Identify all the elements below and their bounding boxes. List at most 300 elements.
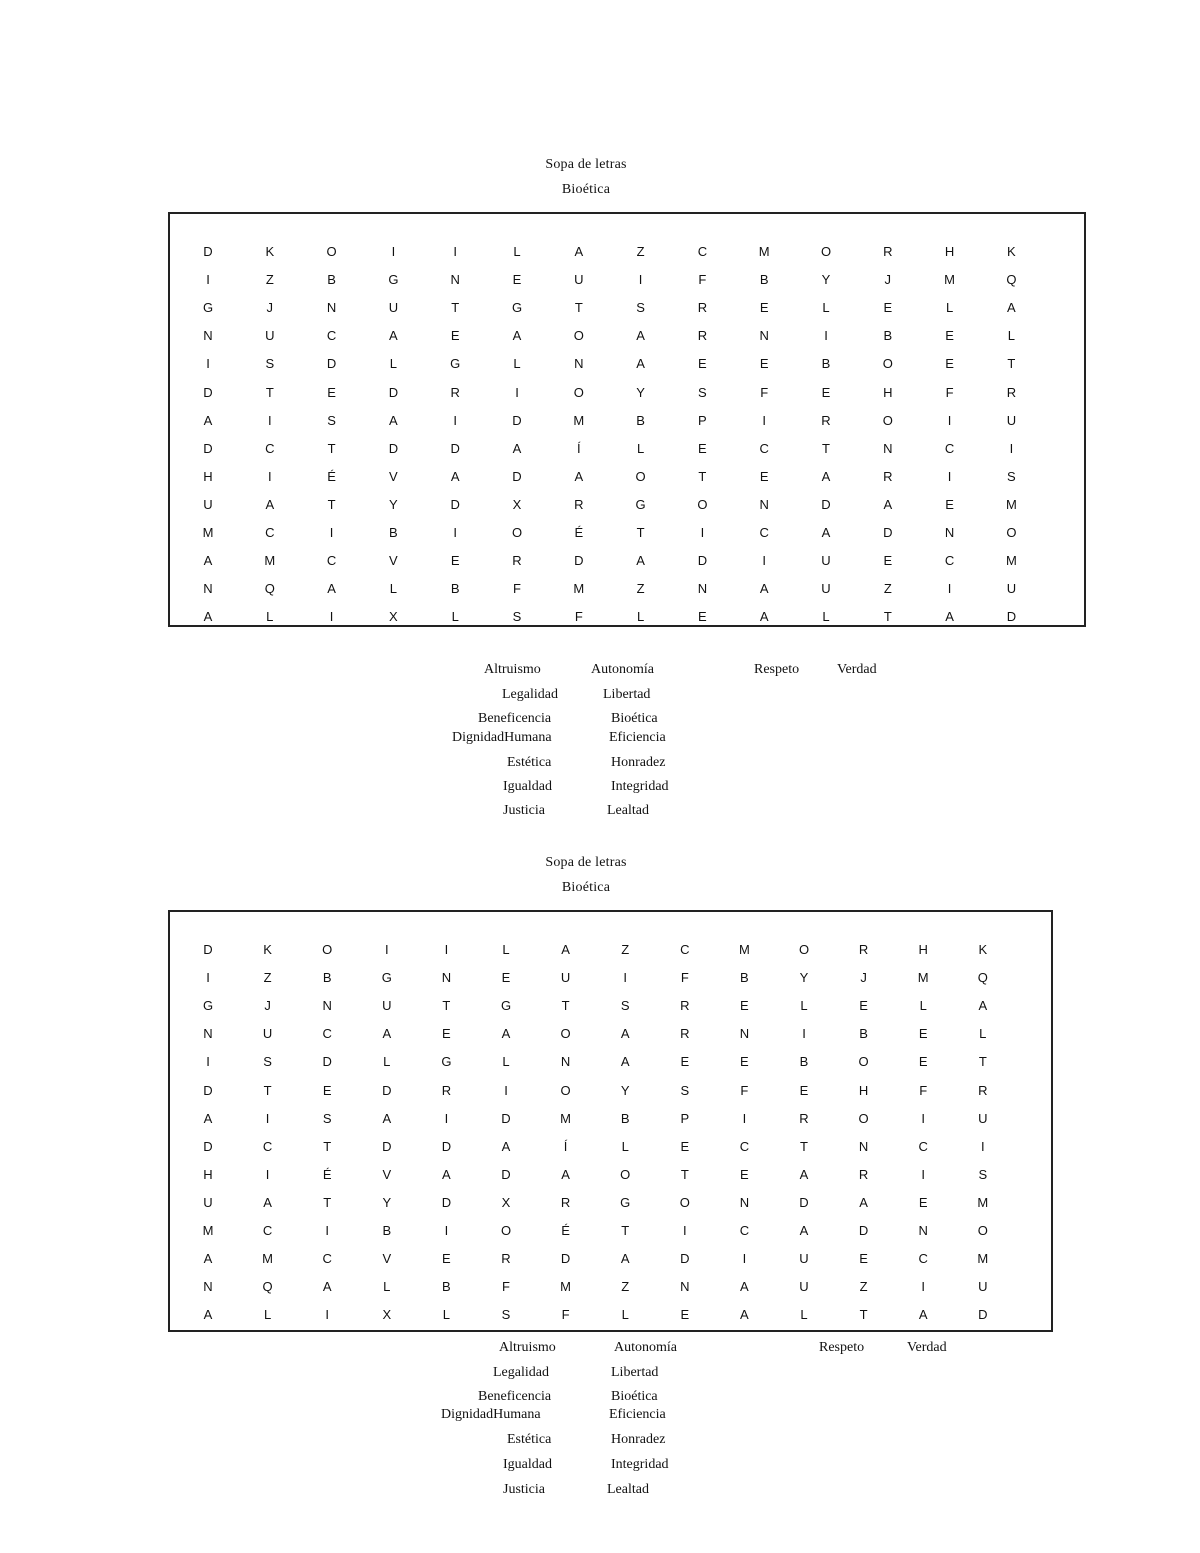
grid-letter: L — [263, 1307, 272, 1323]
grid-letter: T — [323, 1194, 332, 1210]
grid-letter: M — [758, 244, 770, 259]
grid-letter: A — [620, 1251, 630, 1267]
grid-letter: M — [262, 1251, 274, 1267]
grid-letter: V — [382, 1251, 392, 1267]
word-item: Estética — [507, 1432, 552, 1447]
grid-letter: D — [382, 1138, 392, 1154]
grid-letter: S — [1007, 468, 1016, 484]
grid-letter: O — [1006, 525, 1017, 540]
grid-letter: Z — [621, 1279, 630, 1295]
grid-letter: E — [859, 998, 868, 1014]
grid-letter: M — [977, 1251, 989, 1267]
grid-letter: E — [680, 1054, 690, 1070]
puzzle-title: Sopa de letras — [545, 157, 627, 172]
grid-letter: B — [821, 356, 831, 372]
grid-letter: A — [759, 581, 769, 597]
grid-letter: N — [918, 1223, 928, 1238]
grid-letter: G — [388, 272, 399, 288]
grid-letter: Z — [263, 970, 272, 986]
grid-letter: L — [979, 1026, 987, 1042]
grid-letter: A — [859, 1194, 868, 1210]
grid-letter: A — [501, 1138, 511, 1154]
grid-letter: L — [822, 609, 830, 625]
grid-letter: A — [203, 1307, 213, 1323]
grid-letter: G — [511, 300, 523, 316]
grid-letter: U — [262, 1026, 273, 1042]
grid-letter: I — [444, 1110, 449, 1126]
grid-letter: E — [883, 553, 893, 569]
grid-letter: Z — [636, 244, 645, 259]
grid-letter: D — [512, 412, 522, 428]
grid-letter: M — [573, 412, 585, 428]
grid-letter: A — [759, 609, 769, 625]
grid-letter: G — [620, 1194, 631, 1210]
grid-letter: S — [501, 1307, 511, 1323]
grid-letter: D — [512, 468, 522, 484]
grid-letter: O — [882, 412, 893, 428]
grid-letter: E — [740, 1054, 749, 1070]
grid-letter: U — [978, 1110, 988, 1126]
grid-letter: I — [267, 412, 272, 428]
grid-letter: I — [700, 525, 705, 540]
grid-letter: R — [680, 998, 690, 1014]
grid-letter: N — [739, 1026, 750, 1042]
grid-letter: O — [560, 1082, 571, 1098]
grid-letter: E — [799, 1082, 809, 1098]
grid-letter: E — [450, 328, 460, 344]
grid-letter: D — [697, 553, 708, 569]
grid-letter: H — [203, 1166, 213, 1182]
grid-letter: S — [620, 998, 630, 1014]
grid-letter: R — [821, 412, 831, 428]
grid-letter: C — [265, 440, 275, 456]
grid-letter: B — [442, 1279, 451, 1295]
grid-letter: I — [206, 356, 210, 372]
grid-letter: N — [697, 581, 708, 597]
grid-letter: A — [574, 468, 584, 484]
grid-letter: C — [918, 1138, 928, 1154]
grid-letter: V — [389, 553, 398, 569]
grid-letter: S — [322, 1110, 332, 1126]
grid-letter: R — [560, 1194, 571, 1210]
grid-letter: U — [799, 1279, 809, 1295]
word-item: Igualdad — [503, 1457, 552, 1472]
grid-letter: D — [203, 942, 213, 957]
grid-letter: A — [389, 328, 398, 344]
grid-letter: S — [978, 1166, 988, 1182]
grid-letter: T — [680, 1166, 689, 1182]
grid-letter: I — [444, 942, 449, 957]
grid-letter: T — [451, 300, 460, 316]
grid-letter: B — [327, 272, 336, 288]
grid-letter: A — [389, 412, 398, 428]
grid-letter: C — [322, 1251, 332, 1267]
grid-letter: Z — [621, 942, 630, 957]
grid-letter: U — [388, 300, 399, 316]
grid-letter: R — [1006, 384, 1017, 400]
grid-letter: M — [1005, 553, 1017, 569]
grid-letter: T — [561, 998, 570, 1014]
grid-letter: F — [513, 581, 521, 597]
grid-letter: C — [944, 553, 955, 569]
grid-letter: A — [821, 468, 831, 484]
grid-letter: L — [636, 440, 645, 456]
grid-letter: R — [858, 1166, 869, 1182]
grid-letter: O — [500, 1223, 512, 1238]
grid-letter: B — [883, 328, 893, 344]
word-item: Altruismo — [499, 1340, 556, 1355]
word-item: Bioética — [611, 1389, 658, 1404]
grid-letter: E — [759, 356, 769, 372]
grid-letter: A — [203, 1110, 213, 1126]
grid-letter: Y — [620, 1082, 630, 1098]
grid-letter: L — [621, 1307, 629, 1323]
grid-letter: N — [574, 356, 584, 372]
grid-letter: F — [574, 609, 583, 625]
grid-letter: T — [883, 609, 892, 625]
grid-letter: A — [978, 998, 988, 1014]
grid-letter: E — [680, 1307, 690, 1323]
grid-letter: T — [323, 1138, 332, 1154]
grid-letter: X — [382, 1307, 392, 1323]
word-item: Honradez — [611, 755, 666, 770]
grid-letter: I — [947, 412, 952, 428]
grid-letter: L — [636, 609, 645, 625]
grid-letter: U — [821, 581, 831, 597]
grid-letter: M — [738, 942, 750, 957]
grid-letter: R — [512, 553, 522, 569]
grid-letter: K — [1007, 244, 1016, 259]
grid-letter: É — [561, 1223, 570, 1238]
grid-letter: E — [918, 1054, 928, 1070]
grid-letter: E — [821, 384, 831, 400]
grid-letter: I — [742, 1110, 747, 1126]
grid-letter: D — [501, 1166, 511, 1182]
grid-letter: O — [820, 244, 832, 259]
grid-letter: C — [680, 942, 690, 957]
grid-letter: I — [453, 412, 457, 428]
grid-letter: N — [944, 525, 955, 540]
word-item: Altruismo — [484, 662, 541, 677]
word-item: Integridad — [611, 1457, 669, 1472]
grid-letter: I — [453, 525, 457, 540]
grid-letter: K — [265, 244, 275, 259]
grid-letter: Q — [262, 1279, 273, 1295]
grid-letter: H — [883, 384, 893, 400]
grid-letter: E — [512, 272, 522, 288]
word-item: Lealtad — [607, 1482, 649, 1497]
grid-letter: U — [560, 970, 571, 986]
grid-letter: N — [326, 300, 337, 316]
grid-letter: É — [327, 468, 336, 484]
grid-letter: Í — [563, 1138, 568, 1154]
grid-letter: T — [265, 384, 274, 400]
word-item: Honradez — [611, 1432, 666, 1447]
grid-letter: N — [203, 328, 213, 344]
grid-letter: I — [325, 1223, 329, 1238]
grid-letter: I — [206, 272, 210, 288]
grid-letter: G — [500, 998, 512, 1014]
grid-letter: C — [262, 1138, 273, 1154]
word-item: Eficiencia — [609, 1407, 666, 1422]
grid-letter: R — [978, 1082, 988, 1098]
grid-letter: V — [382, 1166, 392, 1182]
word-item: Respeto — [754, 662, 800, 677]
grid-letter: R — [799, 1110, 809, 1126]
grid-letter: J — [884, 272, 892, 288]
grid-letter: D — [322, 1054, 332, 1070]
grid-letter: I — [921, 1166, 925, 1182]
grid-letter: O — [326, 244, 337, 259]
grid-letter: E — [698, 440, 707, 456]
grid-letter: Y — [821, 272, 831, 288]
grid-letter: A — [450, 468, 460, 484]
grid-letter: V — [389, 468, 398, 484]
grid-letter: T — [621, 1223, 630, 1238]
grid-letter: J — [860, 970, 867, 986]
grid-letter: D — [560, 1251, 571, 1267]
grid-letter: S — [698, 384, 707, 400]
grid-letter: N — [203, 1279, 213, 1295]
grid-letter: I — [329, 609, 334, 625]
grid-letter: U — [1006, 412, 1017, 428]
grid-letter: L — [451, 609, 459, 625]
grid-letter: M — [264, 553, 276, 569]
grid-letter: A — [740, 1279, 749, 1295]
grid-letter: F — [561, 1307, 570, 1323]
grid-letter: R — [697, 300, 708, 316]
grid-letter: I — [265, 1166, 270, 1182]
grid-letter: N — [322, 998, 332, 1014]
grid-letter: Q — [1006, 272, 1017, 288]
grid-letter: N — [680, 1279, 690, 1295]
word-item: Beneficencia — [478, 711, 552, 726]
grid-letter: C — [759, 440, 769, 456]
grid-letter: O — [697, 496, 708, 512]
grid-letter: T — [327, 496, 336, 512]
grid-letter: I — [206, 1054, 210, 1070]
grid-letter: A — [265, 496, 275, 512]
grid-letter: A — [203, 609, 213, 625]
word-item: Legalidad — [493, 1365, 549, 1380]
grid-letter: R — [697, 328, 708, 344]
grid-letter: D — [203, 1138, 213, 1154]
grid-letter: I — [391, 244, 396, 259]
grid-letter: S — [265, 356, 275, 372]
grid-letter: N — [450, 272, 460, 288]
grid-letter: O — [977, 1223, 988, 1238]
word-item: Autonomía — [614, 1340, 677, 1355]
word-item: DignidadHumana — [441, 1407, 541, 1422]
grid-letter: U — [978, 1279, 988, 1295]
grid-letter: I — [802, 1026, 806, 1042]
grid-letter: J — [264, 998, 271, 1014]
grid-letter: D — [883, 525, 893, 540]
grid-letter: I — [515, 384, 519, 400]
grid-letter: D — [388, 384, 399, 400]
grid-letter: C — [326, 553, 337, 569]
grid-letter: X — [512, 496, 522, 512]
word-item: Bioética — [611, 711, 658, 726]
word-item: Estética — [507, 755, 552, 770]
word-item: DignidadHumana — [452, 730, 552, 745]
grid-letter: O — [573, 384, 584, 400]
grid-letter: E — [740, 1166, 749, 1182]
word-item: Libertad — [611, 1365, 659, 1380]
grid-letter: A — [574, 244, 584, 259]
grid-letter: Z — [883, 581, 892, 597]
grid-letter: É — [322, 1166, 332, 1182]
grid-letter: R — [501, 1251, 511, 1267]
grid-letter: L — [383, 1054, 391, 1070]
grid-letter: T — [636, 525, 645, 540]
grid-letter: U — [799, 1251, 809, 1267]
grid-letter: F — [740, 1082, 749, 1098]
grid-letter: F — [502, 1279, 510, 1295]
grid-letter: T — [698, 468, 707, 484]
grid-letter: E — [327, 384, 336, 400]
word-item: Lealtad — [607, 803, 649, 818]
grid-letter: I — [384, 942, 389, 957]
grid-letter: Í — [576, 440, 581, 456]
grid-letter: O — [635, 468, 646, 484]
grid-letter: D — [326, 356, 337, 372]
grid-letter: C — [759, 525, 769, 540]
grid-letter: N — [739, 1194, 750, 1210]
grid-letter: D — [574, 553, 584, 569]
grid-letter: F — [760, 384, 769, 400]
grid-letter: O — [798, 942, 810, 957]
grid-letter: U — [821, 553, 831, 569]
grid-letter: T — [800, 1138, 808, 1154]
grid-letter: A — [918, 1307, 928, 1323]
grid-letter: Z — [636, 581, 645, 597]
grid-letter: L — [389, 356, 397, 372]
grid-letter: E — [680, 1138, 690, 1154]
grid-letter: A — [322, 1279, 332, 1295]
grid-letter: D — [821, 496, 831, 512]
word-item: Integridad — [611, 779, 669, 794]
grid-letter: N — [883, 440, 893, 456]
grid-letter: F — [919, 1082, 928, 1098]
grid-letter: G — [635, 496, 646, 512]
grid-letter: A — [799, 1166, 809, 1182]
grid-letter: A — [512, 440, 522, 456]
grid-letter: H — [944, 244, 955, 259]
grid-letter: L — [822, 300, 830, 316]
grid-letter: E — [740, 998, 749, 1014]
grid-letter: O — [573, 328, 584, 344]
grid-letter: L — [1007, 328, 1015, 344]
grid-letter: L — [621, 1138, 629, 1154]
grid-letter: B — [450, 581, 460, 597]
grid-letter: A — [501, 1026, 511, 1042]
grid-letter: N — [203, 1026, 213, 1042]
grid-letter: I — [329, 525, 334, 540]
grid-letter: I — [682, 1223, 687, 1238]
grid-letter: B — [859, 1026, 868, 1042]
grid-letter: T — [978, 1054, 987, 1070]
grid-letter: T — [327, 440, 336, 456]
grid-letter: A — [821, 525, 831, 540]
grid-letter: L — [442, 1307, 450, 1323]
grid-letter: G — [381, 970, 392, 986]
grid-letter: P — [698, 412, 707, 428]
grid-letter: G — [202, 300, 214, 316]
word-item: Autonomía — [591, 662, 654, 677]
grid-letter: I — [267, 468, 272, 484]
grid-letter: L — [919, 998, 927, 1014]
grid-letter: C — [739, 1138, 750, 1154]
grid-letter: M — [573, 581, 585, 597]
grid-letter: B — [620, 1110, 630, 1126]
grid-letter: U — [1006, 581, 1017, 597]
grid-letter: K — [978, 942, 988, 957]
grid-letter: L — [266, 609, 274, 625]
grid-letter: R — [883, 468, 893, 484]
grid-letter: A — [1007, 300, 1016, 316]
grid-letter: M — [944, 272, 956, 288]
grid-letter: R — [450, 384, 460, 400]
grid-letter: B — [799, 1054, 809, 1070]
grid-letter: O — [322, 942, 333, 957]
puzzle-subtitle: Bioética — [561, 880, 611, 895]
puzzle-subtitle: Bioética — [561, 182, 611, 197]
grid-letter: Y — [389, 496, 398, 512]
grid-letter: S — [263, 1054, 272, 1070]
grid-letter: K — [263, 942, 272, 957]
grid-letter: A — [799, 1223, 809, 1238]
grid-letter: A — [620, 1026, 630, 1042]
word-item: Eficiencia — [609, 730, 666, 745]
grid-letter: O — [679, 1194, 690, 1210]
grid-letter: I — [623, 970, 627, 986]
grid-letter: D — [203, 440, 213, 456]
grid-letter: D — [680, 1251, 690, 1267]
grid-letter: N — [759, 328, 769, 344]
grid-letter: X — [501, 1194, 511, 1210]
grid-letter: A — [203, 553, 213, 569]
grid-letter: A — [382, 1110, 392, 1126]
grid-letter: I — [947, 581, 952, 597]
grid-letter: E — [442, 1026, 451, 1042]
grid-letter: L — [800, 998, 808, 1014]
grid-letter: E — [698, 356, 707, 372]
grid-letter: H — [858, 1082, 869, 1098]
grid-letter: D — [203, 384, 213, 400]
grid-letter: L — [502, 1054, 510, 1070]
grid-letter: E — [945, 356, 954, 372]
grid-letter: I — [325, 1307, 329, 1323]
grid-letter: B — [382, 1223, 392, 1238]
grid-letter: É — [574, 525, 584, 540]
grid-letter: A — [263, 1194, 272, 1210]
grid-letter: G — [450, 356, 461, 372]
grid-letter: F — [945, 384, 954, 400]
grid-letter: B — [322, 970, 332, 986]
grid-letter: E — [698, 609, 707, 625]
word-item: Verdad — [837, 662, 877, 677]
grid-letter: X — [389, 609, 398, 625]
grid-letter: E — [918, 1194, 928, 1210]
grid-letter: C — [262, 1223, 273, 1238]
grid-letter: O — [882, 356, 893, 372]
grid-letter: F — [680, 970, 689, 986]
grid-letter: G — [441, 1054, 452, 1070]
grid-letter: O — [560, 1026, 571, 1042]
grid-letter: I — [824, 328, 828, 344]
grid-letter: A — [561, 1166, 570, 1182]
